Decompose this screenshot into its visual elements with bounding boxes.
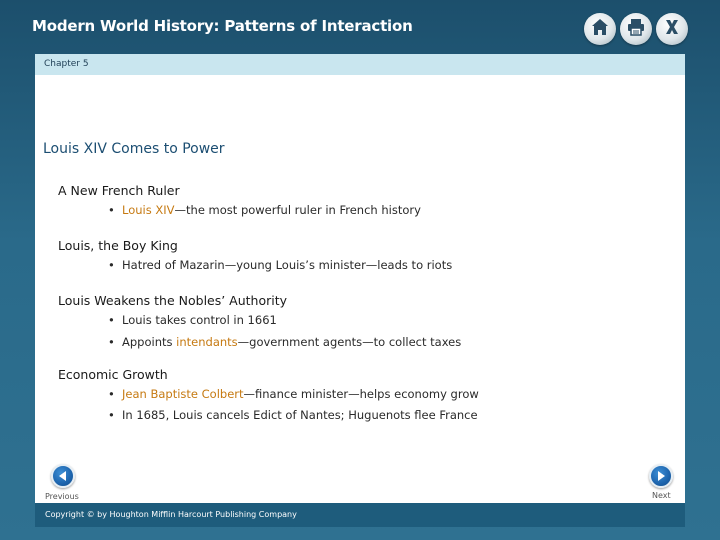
next-label[interactable]: Next	[652, 491, 671, 500]
highlight-term: Louis XIV	[122, 203, 175, 217]
chapter-bar	[35, 54, 685, 75]
chapter-label: Chapter 5	[44, 59, 89, 69]
bullet-item: • Hatred of Mazarin—young Louis’s minister—leads to riots	[108, 258, 453, 272]
home-button[interactable]	[584, 13, 616, 45]
print-button[interactable]	[620, 13, 652, 45]
previous-button[interactable]	[51, 464, 75, 488]
section-heading: Louis, the Boy King	[58, 238, 178, 253]
header-title: Modern World History: Patterns of Interaction	[32, 17, 413, 35]
bullet-item: • Jean Baptiste Colbert—finance minister—helps economy grow	[108, 387, 479, 401]
header-nav	[584, 13, 688, 45]
bullet-item: • Louis takes control in 1661	[108, 313, 277, 327]
arrow-right-icon	[655, 467, 667, 486]
footer-bar	[35, 503, 685, 527]
copyright-text: Copyright © by Houghton Mifflin Harcourt Publishing Company	[45, 510, 297, 519]
highlight-term: intendants	[176, 335, 238, 349]
bullet-item: • Louis XIV—the most powerful ruler in French history	[108, 203, 421, 217]
bullet-item: • Appoints intendants—government agents—to collect taxes	[108, 335, 462, 349]
close-icon	[662, 17, 682, 41]
close-button[interactable]	[656, 13, 688, 45]
print-icon	[626, 17, 646, 41]
slide-content	[35, 75, 685, 503]
section-heading: Louis Weakens the Nobles’ Authority	[58, 293, 288, 308]
slide-title: Louis XIV Comes to Power	[43, 141, 225, 157]
arrow-left-icon	[57, 467, 69, 486]
home-icon	[590, 17, 610, 41]
previous-label[interactable]: Previous	[45, 492, 79, 501]
next-button[interactable]	[649, 464, 673, 488]
bullet-item: • In 1685, Louis cancels Edict of Nantes; Huguenots flee France	[108, 408, 478, 422]
highlight-term: Jean Baptiste Colbert	[122, 387, 244, 401]
section-heading: A New French Ruler	[58, 183, 180, 198]
section-heading: Economic Growth	[58, 367, 168, 382]
